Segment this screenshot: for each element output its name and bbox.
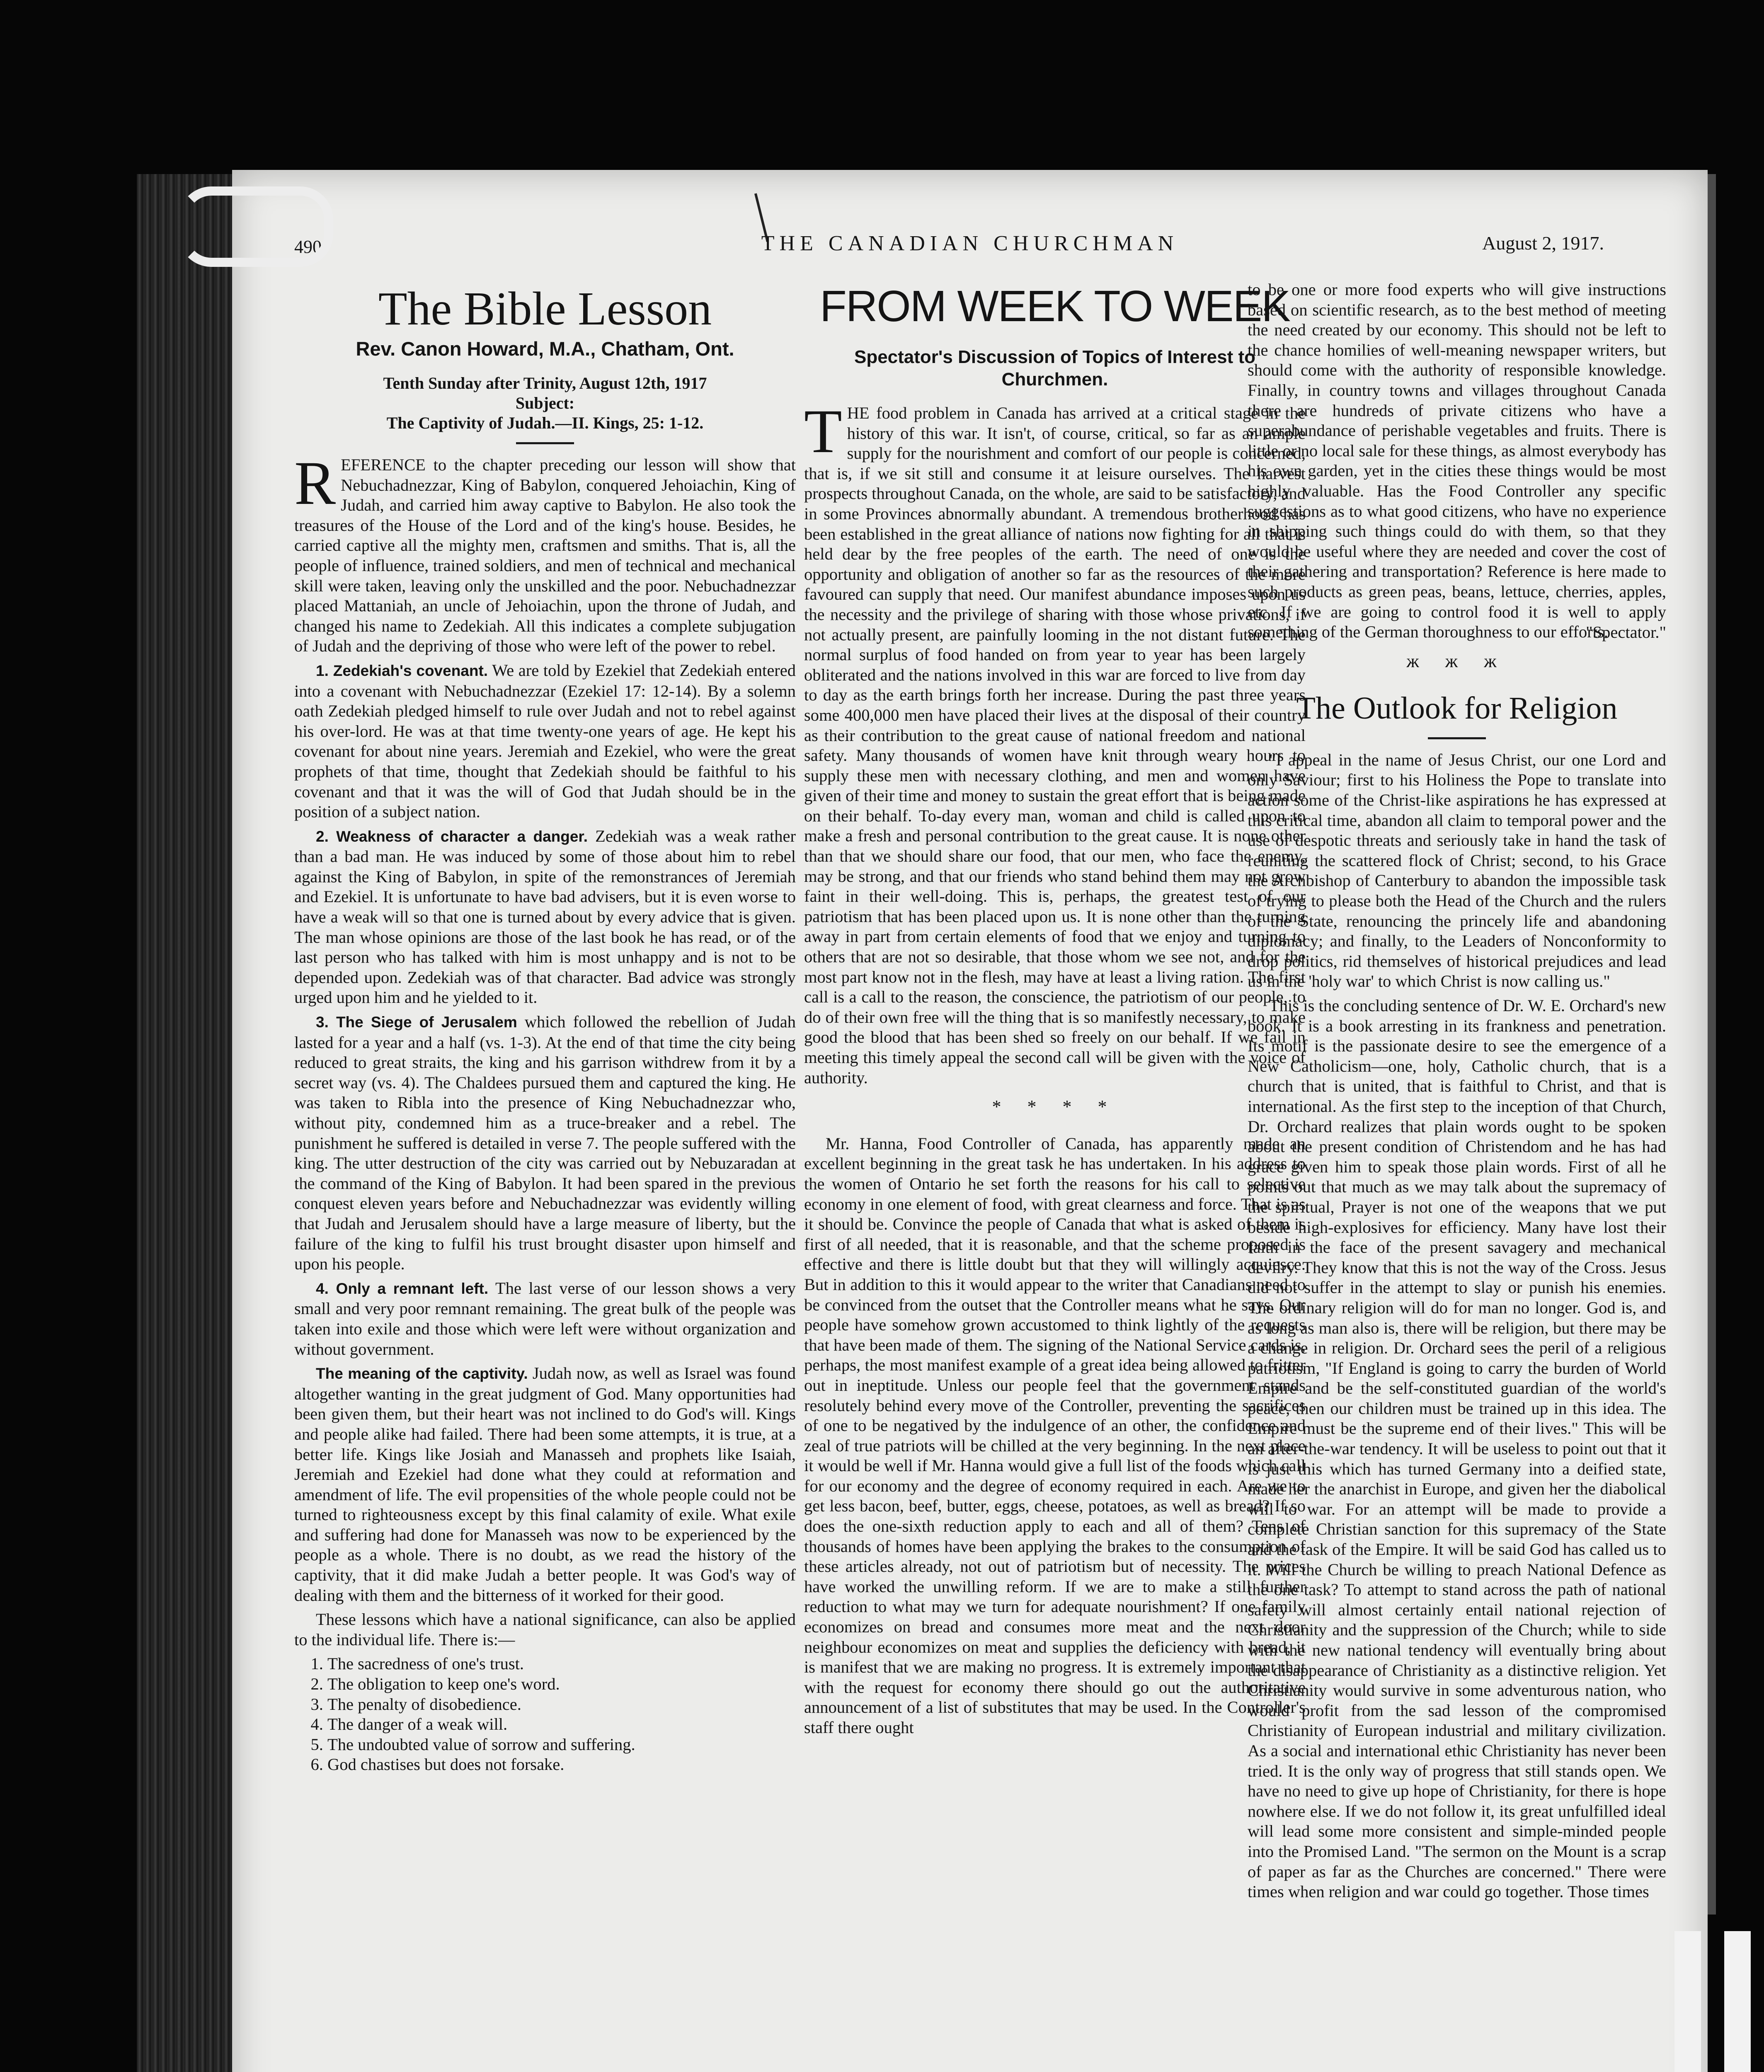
- section-covenant: 1. Zedekiah's covenant. We are told by Ezekiel that Zedekiah entered into a covenant with Nebuchadnezzar (Ezekiel 17: 12-14). By a solemn oath Zedekiah pledged himself to rule over Judah and not to rebel against his over-lord. He was at that time twenty-one years of age. He kept his covenant for about nine years. Jeremiah and Ezekiel, who were the great prophets of that time, thought that Zedekiah should be faithful to his covenant and that it was the will of God that Judah should be in the position of a subject nation.: [294, 661, 796, 821]
- closing-paragraph: These lessons which have a national significance, can also be applied to the individual life. There is:—: [294, 1610, 796, 1649]
- book-page-edges: [137, 174, 236, 2072]
- lesson-list: [294, 1654, 796, 1775]
- section-weakness: 2. Weakness of character a danger. Zedekiah was a weak rather than a bad man. He was induced by some of those about him to rebel against the King of Babylon, in spite of the remonstrances of Jeremiah and Ezekiel. It is unfortunate to have bad advisers, but it is even worse to have a weak will so that one is turned about by every advice that is given. The man whose opinions are those of the last book he has read, or of the last person who has talked with him is most unhappy and is not to be depended upon. Zedekiah was of that character. Bad advice was strongly urged upon him and he yielded to it.: [294, 826, 796, 1007]
- outlook-column: [1248, 280, 1666, 1906]
- film-strip-mark: [1674, 1931, 1701, 2072]
- week-to-week-column: [804, 280, 1306, 1742]
- continuation-paragraph: to be one or more food experts who will give instructions based on scientific research, as to the best method of meeting the need created by our economy. This should not be left to the chance homilies of well-meaning newspaper writers, but should come with the authority of responsible knowledge. Finally, in country towns and villages throughout Canada there are hundreds of private citizens who have a superabundance of perishable vegetables and fruits. There is little or no local sale for these things, as almost everybody has his own garden, yet in the cities these things would be most highly valuable. Has the Food Controller any specific suggestions as to what good citizens, who have no experience in shipping such things could do with them, so that they would be useful where they are needed and cover the cost of their gathering and transportation? Reference is here made to such products as green peas, beans, lettuce, cherries, apples, etc. If we are going to control food it is well to apply something of the German thoroughness to our efforts.: [1248, 280, 1666, 641]
- film-strip-mark: [1724, 1931, 1751, 2072]
- lesson-subject: The Captivity of Judah.—II. Kings, 25: 1-12.: [386, 414, 704, 432]
- section-separator: * * * *: [992, 1097, 1118, 1117]
- section-heading: 3. The Siege of Jerusalem: [316, 1014, 517, 1031]
- section-separator: ж ж ж: [1406, 651, 1507, 672]
- drop-cap: T: [804, 397, 842, 466]
- binding-clip: [178, 186, 333, 267]
- subject-label: Subject:: [515, 394, 575, 412]
- drop-cap: R: [294, 449, 336, 518]
- journal-name: THE CANADIAN CHURCHMAN: [761, 232, 1179, 255]
- appeal-quote: "I appeal in the name of Jesus Christ, our one Lord and only Saviour; first to his Holiness the Pope to translate into action some of the Christ-like aspirations he has expressed at this critical time, abandon all claim to temporal power and the use of despotic threats and seriously take in hand the task of reuniting the scattered flock of Christ; second, to his Grace the Archbishop of Canterbury to abandon the impossible task of trying to please both the Head of the Church and the rulers of the State, renouncing the princely life and abandoning diplomacy; and finally, to the Leaders of Nonconformity to drop politics, rid themselves of historical prejudices and lead us in the 'holy war' to which Christ is now calling us.": [1248, 750, 1666, 991]
- list-item: 6. God chastises but does not forsake.: [327, 1755, 796, 1775]
- section-remnant: 4. Only a remnant left. The last verse of our lesson shows a very small and very poor remnant remaining. The great bulk of the people was taken into exile and those which were left were without organization and without government.: [294, 1278, 796, 1358]
- section-rule: [516, 442, 574, 444]
- bible-lesson-title: The Bible Lesson: [378, 282, 712, 335]
- page-number: 490: [294, 237, 322, 257]
- outlook-title: The Outlook for Religion: [1296, 690, 1618, 726]
- list-item: 2. The obligation to keep one's word.: [327, 1674, 796, 1694]
- week-to-week-title: FROM WEEK TO WEEK: [819, 282, 1290, 331]
- bible-lesson-author: Rev. Canon Howard, M.A., Chatham, Ont.: [356, 338, 734, 360]
- newspaper-page: [232, 170, 1708, 2072]
- list-item: 4. The danger of a weak will.: [327, 1714, 796, 1735]
- list-item: 5. The undoubted value of sorrow and suffering.: [327, 1735, 796, 1755]
- food-controller-paragraph: Mr. Hanna, Food Controller of Canada, has apparently made an excellent beginning in the great task he has undertaken. In his address to the women of Ontario he set forth the reasons for his call to selective economy in one element of food, with great clearness and force. That is as it should be. Convince the people of Canada that what is asked of them is first of all needed, that it is reasonable, and that the scheme proposed is effective and there is little doubt but that they will willingly acquiesce. But in addition to this it would appear to the writer that Canadians need to be convinced from the outset that the Controller means what he says. Our people have somehow grown accustomed to think lightly of the requests that have been made of them. The signing of the National Service cards is, perhaps, the most manifest example of a great idea being allowed to fritter out in ineptitude. Unless our people feel that the government stands resolutely behind every move of the Controller, preventing the sacrifices of one to be negatived by the indulgence of an other, the confidence and zeal of true patriots will be chilled at the very beginning. In the next place it would be well if Mr. Hanna would give a full list of the foods which call for our economy and the degree of economy required in each. Are we to get less bacon, beef, butter, eggs, cheese, potatoes, as well as bread? If so does the one-sixth reduction apply to each and all of them? Tens of thousands of homes have been applying the brakes to the consumption of these articles already, not out of patriotism but of necessity. The prices have worked the unwilling reform. If we are to make a still further reduction to what may we turn for adequate nourishment? If one family economizes on bread and consumes more meat and the next door neighbour economizes on meat and supplies the deficiency with bread, it is manifest that we are making no progress. It is extremely important that with the request for economy there should go out the authoritative announcement of a list of substitutes that may be used. In the Controller's staff there ought: [804, 1134, 1306, 1737]
- bible-lesson-column: [294, 280, 796, 1775]
- food-problem-paragraph: THE food problem in Canada has arrived at a critical stage in the history of this war. It isn't, of course, critical, so far as an ample supply for the nourishment and comfort of our people is concerned, that is, if we sit still and consume it at leisure ourselves. The harvest prospects throughout Canada, on the whole, are said to be satisfactory, and in some Provinces abnormally abundant. A tremendous brotherhood has been established in the great alliance of nations now fighting for all that is held dear by the free peoples of the earth. The need of one is the opportunity and obligation of another so far as the resources of the more favoured can supply that need. Our manifest abundance imposes upon us the necessity and the privilege of sharing with those whose privations, if not actually present, are painfully looming in the not distant future. The normal surplus of food handed on from year to year has been largely obliterated and the nations involved in this war are forced to live from day to day as the earth brings forth her increase. During the past three years some 400,000 men have placed their lives at the disposal of their country as their contribution to the great cause of national freedom and national safety. Many thousands of women have knit through weary hours to supply these men with necessary clothing, and men and women have given of their time and money to sustain the great effort that is being made on their behalf. To-day every man, woman and child is called upon to make a fresh and personal contribution to the great cause. It is none other than that we should share our food, that our men, who face the enemy, may be strong, and that our friends who stand behind them may not grow faint in their well-doing. This is, perhaps, the greatest test of our patriotism that has been placed upon us. It is none other than the turning away in part from certain elements of food that we enjoy and turning to others that are not so desirable, that those whom we see not, and for the most part know not in the flesh, may have at least a living ration. The first call is a call to the reason, the conscience, the patriotism of our people, to do of their own free will the thing that is so manifestly necessary, to make good the blood that has been shed so freely on our behalf. If we fail in meeting this timely appeal the second call will be given with the voice of authority.: [804, 397, 1306, 1087]
- section-heading: The meaning of the captivity.: [316, 1365, 528, 1382]
- week-to-week-deck: Spectator's Discussion of Topics of Interest to Churchmen.: [854, 347, 1256, 390]
- list-item: 1. The sacredness of one's trust.: [327, 1654, 796, 1674]
- intro-paragraph: REFERENCE to the chapter preceding our lesson will show that Nebuchadnezzar, King of Babylon, conquered Jehoiachin, King of Judah, and carried him away captive to Babylon. He also took the treasures of the House of the Lord and of the king's house. Besides, he carried captive all the mighty men, craftsmen and smiths. That is, all the people of influence, trained soldiers, and men of technical and mechanical skill were taken, leaving only the unskilled and the poor. Nebuchadnezzar placed Mattaniah, an uncle of Jehoiachin, upon the throne of Judah, and changed his name to Zedekiah. All this indicates a complete subjugation of Judah and the depriving of those who were left of the power to rebel.: [294, 449, 796, 656]
- lesson-occasion: Tenth Sunday after Trinity, August 12th, 1917: [383, 374, 707, 392]
- section-meaning: The meaning of the captivity. Judah now, as well as Israel was found altogether wanting in the great judgment of God. Many opportunities had been given them, but their heart was not inclined to do God's will. Kings and people alike had failed. There had been some attempts, it is true, at a better life. Kings like Josiah and Manasseh and prophets like Isaiah, Jeremiah and Ezekiel had done what they could at reformation and amendment of life. The evil propensities of the whole people could not be turned to righteousness except by this final calamity of exile. What exile and suffering had done for Manasseh was now to be experienced by the people as a whole. There is no doubt, as we read the history of the captivity, that it did make Judah a better people. It was God's way of dealing with them and the bitterness of it worked for their good.: [294, 1364, 796, 1605]
- section-heading: 2. Weakness of character a danger.: [316, 828, 588, 845]
- section-rule: [1428, 737, 1486, 739]
- section-siege: 3. The Siege of Jerusalem which followed the rebellion of Judah lasted for a year and a half (vs. 1-3). At the end of that time the city being reduced to great straits, the king and his garrison withdrew from it by a secret way (vs. 4). The Chaldees pursued them and captured the king. He was taken to Ribla into the presence of King Nebuchadnezzar who, without pity, condemned him as a truce-breaker and a rebel. The punishment he suffered is detailed in verse 7. The people suffered with the king. The utter destruction of the city was carried out by Nebuzaradan at the command of the King of Babylon. It had been spared in the previous conquest eleven years before and Nebuchadnezzar was evidently willing that Judah and Jerusalem should have a large measure of liberty, but the failure of the king to fulfil his trust brought disaster upon himself and upon his people.: [294, 1012, 796, 1273]
- issue-date: August 2, 1917.: [1482, 232, 1604, 254]
- section-heading: 1. Zedekiah's covenant.: [316, 662, 488, 679]
- spectator-signature: "Spectator.": [1586, 622, 1666, 641]
- section-heading: 4. Only a remnant left.: [316, 1280, 489, 1297]
- orchard-review: This is the concluding sentence of Dr. W. E. Orchard's new book. It is a book arresting in its frankness and penetration. Its motif is the passionate desire to see the emergence of a New Catholicism—one, holy, Catholic church, that is a church that is united, that is faithful to Christ, and that is international. As the first step to the inception of that Church, Dr. Orchard realizes that plain words ought to be spoken about the present condition of Christendom and he has had grace given him to speak those plain words. First of all he points out that much as we may talk about the supremacy of the spiritual, Prayer is not one of the weapons that we put beside high-explosives for efficiency. Many have lost their faith in the face of the present savagery and mechanical devilry. They know that this is not the way of the Cross. Jesus did not suffer in the attempt to slay or punish his enemies. The ordinary religion will do for man no longer. God is, and as long as man also is, there will be religion, but there may be a change in religion. Dr. Orchard sees the peril of a religious patriotism, "If England is going to carry the burden of World Empire and be the self-constituted guardian of the world's peace, then our children must be trained up in this idea. The Empire must be the supreme end of their lives." This will be an after-the-war tendency. It will be useless to point out that it is just this which has turned Germany into a deified state, made her the anarchist in Europe, and given her the diabolical will to war. For an attempt will be made to provide a complete Christian sanction for this supremacy of the State and the task of the Empire. It will be said God has called us to it. Will the Church be willing to preach National Defence as the one task? To attempt to stand across the path of national safety will almost certainly entail national rejection of Christianity and the suppression of the Church; while to side with the new national tendency will eventually bring about the disappearance of Christianity as a distinctive religion. Yet Christianity would survive in some adventurous nation, who would profit from the sad lesson of the compromised Christianity of European industrial and military civilization. As a social and international ethic Christianity has never been tried. It is the only way of progress that still stands open. We have no need to give up hope of Christianity, for there is hope nowhere else. If we do not follow it, its great unfulfilled ideal will lead some more consistent and simple-minded people into the Promised Land. "The sermon on the Mount is a scrap of paper as far as the Churches are concerned." There were times when religion and war could go together. Those times: [1248, 996, 1666, 1901]
- list-item: 3. The penalty of disobedience.: [327, 1694, 796, 1715]
